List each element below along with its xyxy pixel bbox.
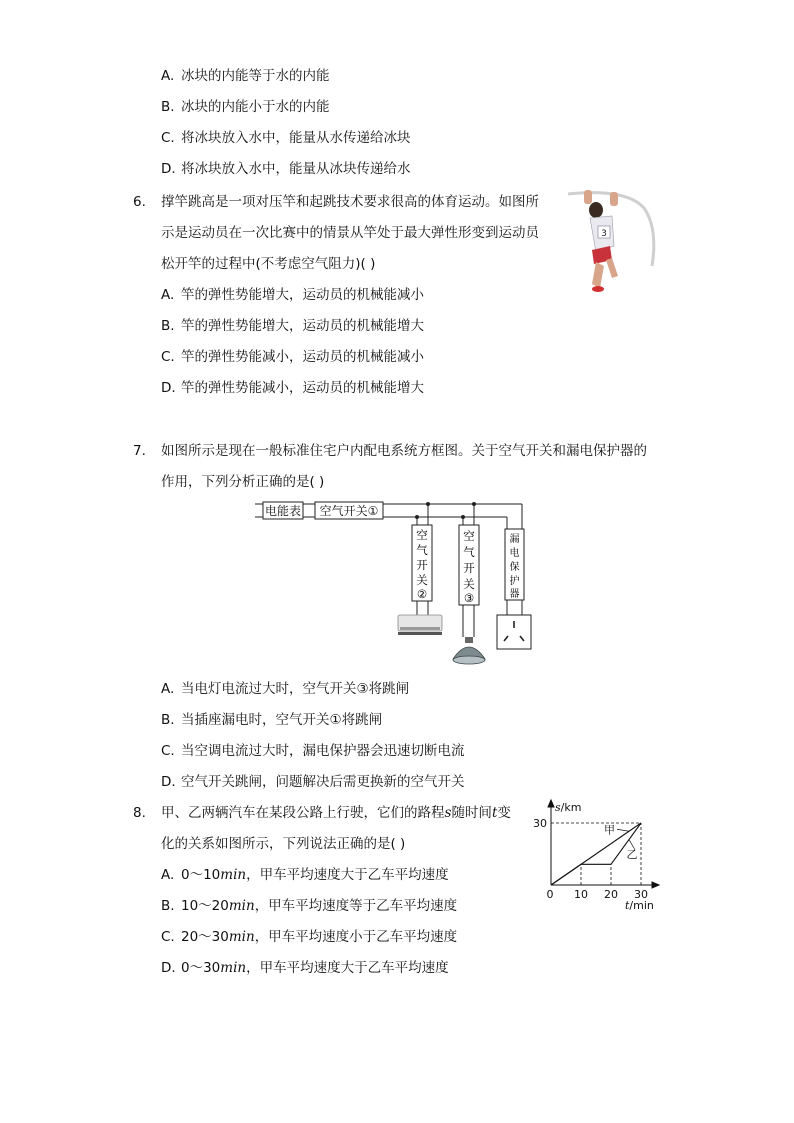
leg-icon [606, 258, 618, 278]
option-letter: B. [161, 99, 175, 115]
option-range: 20～30 [181, 929, 229, 945]
switch-2-char: 空 [416, 528, 428, 542]
question-stem-line: 作用，下列分析正确的是( ) [161, 474, 325, 490]
y-axis-unit: /km [560, 801, 582, 814]
junction-dot [472, 502, 476, 506]
option-letter: B. [161, 898, 175, 914]
switch-3-char: 关 [463, 577, 475, 591]
leg-icon [592, 262, 604, 288]
stem-text: 变 [497, 805, 511, 821]
option-unit: min [228, 929, 255, 945]
option-text: 冰块的内能小于水的内能 [181, 99, 330, 115]
q8-option-b [161, 897, 457, 915]
prev-option-a [161, 67, 330, 85]
air-conditioner-icon [398, 615, 442, 635]
y-axis-label [555, 801, 581, 814]
lamp-icon [453, 637, 485, 664]
switch-3-char: 开 [463, 561, 475, 575]
stem-text: 随时间 [451, 805, 492, 821]
q8-option-c [161, 928, 457, 946]
arm-icon [584, 190, 592, 204]
option-text: ，甲车平均速度小于乙车平均速度 [254, 929, 458, 945]
pole-vault-image [566, 188, 658, 296]
option-letter: C. [161, 929, 175, 945]
x-axis-arrow [652, 882, 659, 888]
option-letter: A. [161, 867, 175, 883]
option-text: 当电灯电流过大时，空气开关③将跳闸 [181, 681, 410, 697]
option-letter: C. [161, 130, 175, 146]
option-text: 竿的弹性势能增大，运动员的机械能增大 [181, 318, 424, 334]
junction-dot [426, 502, 430, 506]
q7-option-a [161, 680, 409, 698]
q7-option-c [161, 742, 465, 760]
series-label-jia: 甲 [604, 823, 615, 837]
origin-label: 0 [546, 888, 554, 901]
switch-2-char: 气 [416, 543, 428, 557]
prev-option-c [161, 129, 411, 147]
option-text: 将冰块放入水中，能量从冰块传递给水 [181, 161, 411, 177]
leakage-char: 护 [509, 576, 520, 587]
variable-s: s [444, 805, 452, 821]
option-text: ，甲车平均速度大于乙车平均速度 [246, 867, 449, 883]
option-range: 0～10 [181, 867, 221, 883]
option-letter: D. [161, 960, 176, 976]
question-number: 6. [133, 194, 146, 210]
switch-3-char: 空 [463, 529, 475, 543]
switch-2-char: ② [416, 587, 428, 601]
x-tick-label: 30 [634, 888, 648, 901]
option-text: ，甲车平均速度等于乙车平均速度 [254, 898, 458, 914]
q6-option-c [161, 348, 424, 366]
switch-3-char: 气 [463, 545, 475, 559]
x-axis-variable: t [625, 899, 630, 912]
option-text: 将冰块放入水中，能量从水传递给冰块 [181, 130, 411, 146]
head-icon [589, 202, 603, 218]
x-tick-label: 20 [604, 888, 618, 901]
question-stem-line: 示是运动员在一次比赛中的情景从竿处于最大弹性形变到运动员 [161, 225, 539, 241]
arm-icon [610, 192, 618, 206]
option-text: 竿的弹性势能减小，运动员的机械能增大 [181, 380, 424, 396]
option-letter: C. [161, 349, 175, 365]
option-text: 竿的弹性势能减小，运动员的机械能减小 [181, 349, 424, 365]
option-letter: A. [161, 681, 175, 697]
shoe-icon [592, 286, 604, 292]
question-number: 7. [133, 443, 146, 459]
option-unit: min [228, 898, 255, 914]
question-stem-line: 如图所示是现在一般标准住宅户内配电系统方框图。关于空气开关和漏电保护器的 [161, 443, 647, 459]
y-tick-label: 30 [533, 817, 547, 830]
leakage-char: 器 [509, 589, 520, 600]
option-text: ，甲车平均速度大于乙车平均速度 [246, 960, 449, 976]
option-range: 0～30 [181, 960, 221, 976]
meter-label: 电能表 [264, 504, 302, 518]
q7-option-d [161, 773, 465, 791]
option-text: 当空调电流过大时，漏电保护器会迅速切断电流 [181, 743, 465, 759]
q7-option-b [161, 711, 382, 729]
s-t-chart [535, 795, 665, 917]
option-letter: D. [161, 774, 176, 790]
q8-option-a [161, 866, 449, 884]
option-letter: C. [161, 743, 175, 759]
leakage-char: 保 [509, 562, 520, 573]
prev-option-d [161, 160, 411, 178]
question-stem-line [161, 804, 511, 822]
leakage-char: 漏 [509, 534, 520, 545]
q8-option-d [161, 959, 449, 977]
junction-dot [415, 515, 419, 519]
option-unit: min [220, 960, 247, 976]
option-text: 当插座漏电时，空气开关①将跳闸 [181, 712, 383, 728]
question-stem-line: 松开竿的过程中(不考虑空气阻力)( ) [161, 256, 376, 272]
switch-2-char: 关 [416, 573, 428, 587]
question-stem-line: 撑竿跳高是一项对压竿和起跳技术要求很高的体育运动。如图所 [161, 194, 539, 210]
q6-option-a [161, 286, 424, 304]
x-axis-unit: /min [629, 899, 654, 912]
y-axis-arrow [548, 800, 554, 807]
prev-option-b [161, 98, 330, 116]
stem-text: 甲、乙两辆汽车在某段公路上行驶，它们的路程 [161, 805, 445, 821]
q6-option-d [161, 379, 424, 397]
switch-3-char: ③ [463, 591, 475, 605]
option-unit: min [220, 867, 247, 883]
question-number: 8. [133, 805, 146, 821]
option-letter: B. [161, 712, 175, 728]
junction-dot [461, 515, 465, 519]
distribution-diagram [255, 497, 545, 672]
leader-line [617, 829, 629, 831]
option-text: 竿的弹性势能增大，运动员的机械能减小 [181, 287, 424, 303]
variable-t: t [491, 805, 498, 821]
option-letter: D. [161, 161, 176, 177]
main-switch-label: 空气开关① [319, 504, 379, 518]
x-tick-label: 10 [574, 888, 588, 901]
option-letter: A. [161, 68, 175, 84]
question-stem-line: 化的关系如图所示，下列说法正确的是( ) [161, 836, 406, 852]
q6-option-b [161, 317, 424, 335]
y-axis-variable: s [555, 801, 561, 814]
series-label-yi: 乙 [626, 848, 638, 862]
bib-number: 3 [601, 229, 607, 239]
socket-icon [497, 615, 531, 649]
option-letter: B. [161, 318, 175, 334]
option-letter: D. [161, 380, 176, 396]
option-text: 冰块的内能等于水的内能 [181, 68, 330, 84]
option-range: 10～20 [181, 898, 229, 914]
switch-2-char: 开 [416, 558, 428, 572]
leakage-char: 电 [509, 548, 520, 559]
option-text: 空气开关跳闸，问题解决后需更换新的空气开关 [181, 774, 465, 790]
option-letter: A. [161, 287, 175, 303]
